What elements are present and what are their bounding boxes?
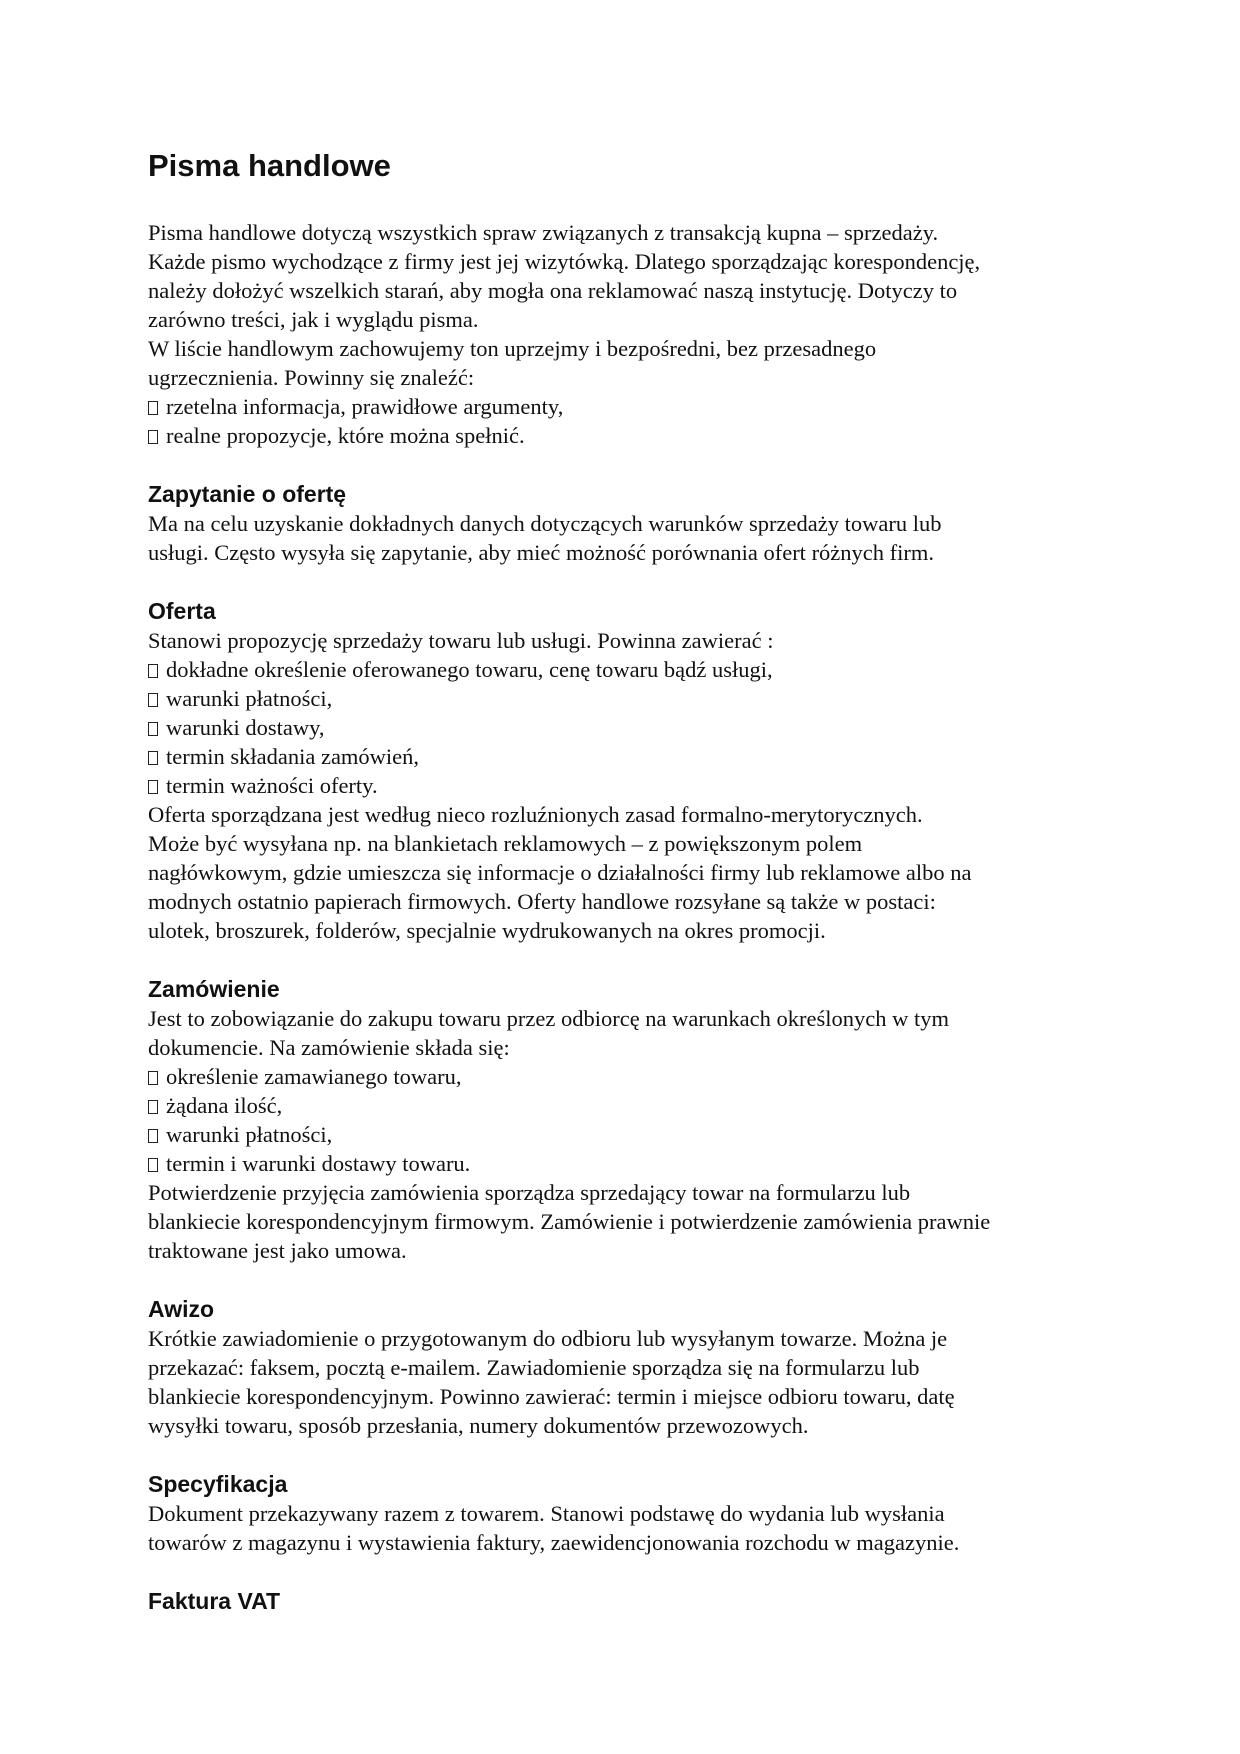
list-item-text: termin ważności oferty. <box>166 773 378 798</box>
paragraph-line: wysyłki towaru, sposób przesłania, numery dokumentów przewozowych. <box>148 1413 809 1438</box>
list-item-text: rzetelna informacja, prawidłowe argumenty, <box>166 394 564 419</box>
bullet-box-icon <box>148 664 158 678</box>
list-item <box>148 684 1108 713</box>
section-heading: Awizo <box>148 1296 215 1322</box>
paragraph-line: Oferta sporządzana jest według nieco rozluźnionych zasad formalno-merytorycznych. <box>148 802 923 827</box>
list-item-text: dokładne określenie oferowanego towaru, cenę towaru bądź usługi, <box>166 657 773 682</box>
paragraph-line: należy dołożyć wszelkich starań, aby mogła ona reklamować naszą instytucję. Dotyczy to <box>148 278 958 303</box>
paragraph-line: ugrzecznienia. Powinny się znaleźć: <box>148 365 475 390</box>
paragraph-line: dokumencie. Na zamówienie składa się: <box>148 1035 510 1060</box>
list-item <box>148 742 1108 771</box>
list-item-text: realne propozycje, które można spełnić. <box>166 423 525 448</box>
bullet-box-icon <box>148 780 158 794</box>
bullet-box-icon <box>148 693 158 707</box>
paragraph-line: Krótkie zawiadomienie o przygotowanym do odbioru lub wysyłanym towarze. Można je <box>148 1326 948 1351</box>
bullet-box-icon <box>148 430 158 444</box>
section-heading: Zamówienie <box>148 976 280 1002</box>
paragraph-line: towarów z magazynu i wystawienia faktury, zaewidencjonowania rozchodu w magazynie. <box>148 1530 960 1555</box>
section-specyfikacja <box>148 1470 1108 1557</box>
paragraph-line: traktowane jest jako umowa. <box>148 1238 407 1263</box>
list-item <box>148 1149 1108 1178</box>
list-item-text: żądana ilość, <box>166 1093 283 1118</box>
list-item <box>148 771 1108 800</box>
paragraph-line: blankiecie korespondencyjnym. Powinno zawierać: termin i miejsce odbioru towaru, datę <box>148 1384 955 1409</box>
paragraph-line: Stanowi propozycję sprzedaży towaru lub usługi. Powinna zawierać : <box>148 628 774 653</box>
section-awizo <box>148 1295 1108 1440</box>
paragraph-line: Dokument przekazywany razem z towarem. Stanowi podstawę do wydania lub wysłania <box>148 1501 945 1526</box>
list-item-text: warunki płatności, <box>166 686 333 711</box>
section-heading: Specyfikacja <box>148 1471 288 1497</box>
section-heading: Zapytanie o ofertę <box>148 481 347 507</box>
paragraph-line: Pisma handlowe dotyczą wszystkich spraw związanych z transakcją kupna – sprzedaży. <box>148 220 939 245</box>
section-faktura <box>148 1587 1108 1616</box>
section-intro <box>148 218 1108 450</box>
paragraph-line: Każde pismo wychodzące z firmy jest jej wizytówką. Dlatego sporządzając korespondencję, <box>148 249 981 274</box>
list-item-text: warunki płatności, <box>166 1122 333 1147</box>
document-page <box>148 140 1108 1616</box>
paragraph-line: W liście handlowym zachowujemy ton uprzejmy i bezpośredni, bez przesadnego <box>148 336 877 361</box>
bullet-box-icon <box>148 722 158 736</box>
list-item-text: warunki dostawy, <box>166 715 325 740</box>
list-item <box>148 1091 1108 1120</box>
paragraph-line: przekazać: faksem, pocztą e-mailem. Zawiadomienie sporządza się na formularzu lub <box>148 1355 920 1380</box>
paragraph-line: Ma na celu uzyskanie dokładnych danych dotyczących warunków sprzedaży towaru lub <box>148 511 942 536</box>
bullet-box-icon <box>148 1129 158 1143</box>
bullet-box-icon <box>148 1071 158 1085</box>
section-heading: Oferta <box>148 598 216 624</box>
section-zapytanie <box>148 480 1108 567</box>
paragraph-line: nagłówkowym, gdzie umieszcza się informacje o działalności firmy lub reklamowe albo na <box>148 860 972 885</box>
paragraph-line: Jest to zobowiązanie do zakupu towaru przez odbiorcę na warunkach określonych w tym <box>148 1006 949 1031</box>
paragraph-line: modnych ostatnio papierach firmowych. Oferty handlowe rozsyłane są także w postaci: <box>148 889 936 914</box>
list-item <box>148 713 1108 742</box>
bullet-box-icon <box>148 751 158 765</box>
bullet-box-icon <box>148 1100 158 1114</box>
paragraph-line: ulotek, broszurek, folderów, specjalnie wydrukowanych na okres promocji. <box>148 918 826 943</box>
paragraph-line: Potwierdzenie przyjęcia zamówienia sporządza sprzedający towar na formularzu lub <box>148 1180 911 1205</box>
list-item-text: termin składania zamówień, <box>166 744 420 769</box>
list-item-text: termin i warunki dostawy towaru. <box>166 1151 471 1176</box>
paragraph-line: blankiecie korespondencyjnym firmowym. Zamówienie i potwierdzenie zamówienia prawnie <box>148 1209 991 1234</box>
list-item-text: określenie zamawianego towaru, <box>166 1064 462 1089</box>
paragraph-line: zarówno treści, jak i wyglądu pisma. <box>148 307 479 332</box>
list-item <box>148 392 1108 421</box>
section-oferta <box>148 597 1108 945</box>
paragraph-line: Może być wysyłana np. na blankietach reklamowych – z powiększonym polem <box>148 831 863 856</box>
list-item <box>148 655 1108 684</box>
section-zamowienie <box>148 975 1108 1265</box>
paragraph-line: usługi. Często wysyła się zapytanie, aby mieć możność porównania ofert różnych firm. <box>148 540 935 565</box>
list-item <box>148 421 1108 450</box>
bullet-box-icon <box>148 1158 158 1172</box>
page-title: Pisma handlowe <box>148 148 391 183</box>
list-item <box>148 1062 1108 1091</box>
bullet-box-icon <box>148 401 158 415</box>
section-heading: Faktura VAT <box>148 1588 281 1614</box>
list-item <box>148 1120 1108 1149</box>
